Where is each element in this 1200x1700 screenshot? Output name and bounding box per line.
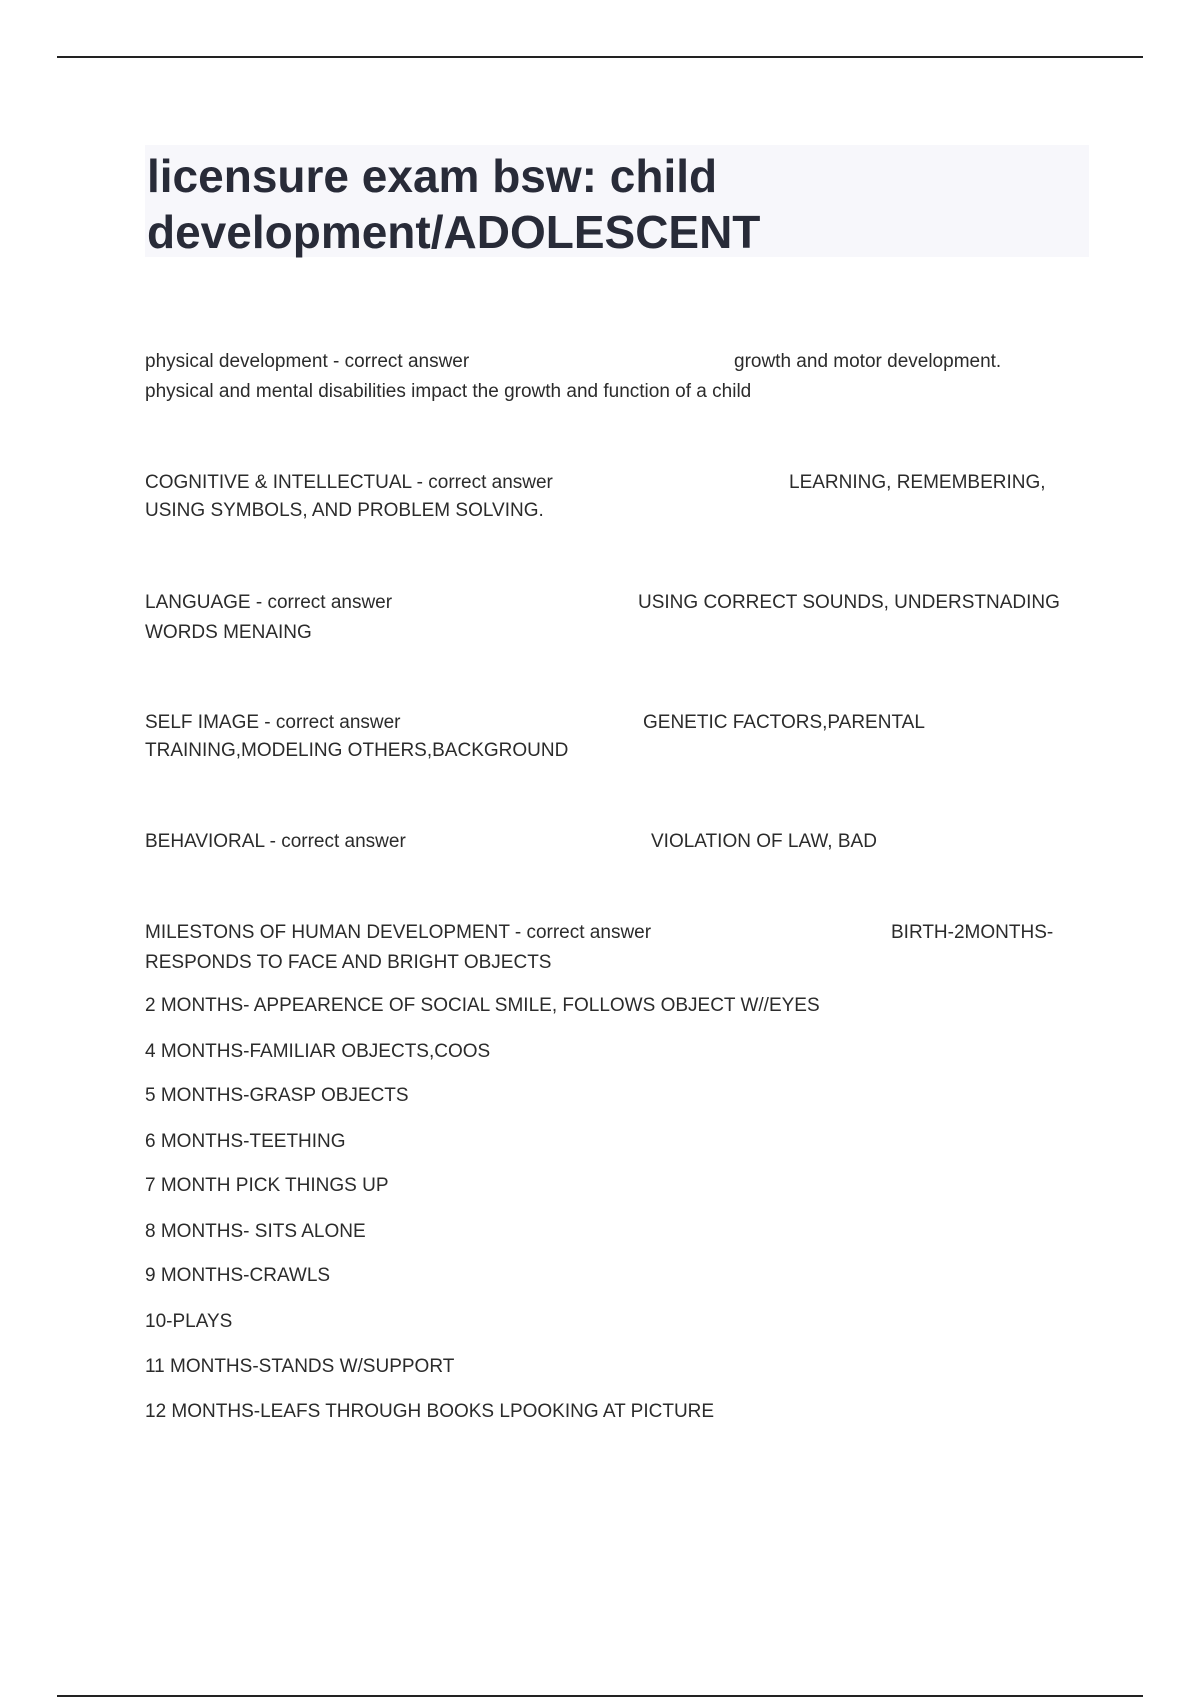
- milestone-item: 6 MONTHS-TEETHING: [145, 1131, 346, 1152]
- milestone-item: 12 MONTHS-LEAFS THROUGH BOOKS LPOOKING AT PICTURE: [145, 1401, 715, 1422]
- document-title: [147, 148, 1047, 260]
- milestone-item: 5 MONTHS-GRASP OBJECTS: [145, 1085, 409, 1106]
- milestone-item: 10-PLAYS: [145, 1311, 233, 1332]
- milestone-item: 9 MONTHS-CRAWLS: [145, 1265, 331, 1286]
- entry-answer: USING CORRECT SOUNDS, UNDERSTNADING: [638, 592, 1060, 613]
- entry-answer-continued: USING SYMBOLS, AND PROBLEM SOLVING.: [145, 500, 544, 521]
- entry-answer-continued: physical and mental disabilities impact the growth and function of a child: [145, 381, 752, 402]
- entry-term: SELF IMAGE - correct answer: [145, 712, 401, 733]
- entry-term: physical development - correct answer: [145, 351, 470, 372]
- entry-answer-continued: WORDS MENAING: [145, 622, 312, 643]
- milestone-item: 11 MONTHS-STANDS W/SUPPORT: [145, 1356, 455, 1377]
- milestone-item: 8 MONTHS- SITS ALONE: [145, 1221, 366, 1242]
- title-line-1: licensure exam bsw: child: [147, 150, 718, 202]
- milestone-item: 4 MONTHS-FAMILIAR OBJECTS,COOS: [145, 1041, 491, 1062]
- entry-answer: LEARNING, REMEMBERING,: [789, 472, 1046, 493]
- title-line-2: development/ADOLESCENT: [147, 206, 761, 258]
- entry-term: BEHAVIORAL - correct answer: [145, 831, 406, 852]
- entry-answer: GENETIC FACTORS,PARENTAL: [643, 712, 925, 733]
- footer-rule: [57, 1695, 1143, 1697]
- entry-answer: VIOLATION OF LAW, BAD: [651, 831, 877, 852]
- milestone-item: 7 MONTH PICK THINGS UP: [145, 1175, 389, 1196]
- entry-term: COGNITIVE & INTELLECTUAL - correct answer: [145, 472, 553, 493]
- entry-term: LANGUAGE - correct answer: [145, 592, 393, 613]
- entry-answer-continued: RESPONDS TO FACE AND BRIGHT OBJECTS: [145, 952, 552, 973]
- header-rule: [57, 56, 1143, 58]
- entry-answer: growth and motor development.: [734, 351, 1002, 372]
- milestone-item: 2 MONTHS- APPEARENCE OF SOCIAL SMILE, FOLLOWS OBJECT W//EYES: [145, 995, 820, 1016]
- entry-term: MILESTONS OF HUMAN DEVELOPMENT - correct answer: [145, 922, 652, 943]
- entry-answer: BIRTH-2MONTHS-: [891, 922, 1054, 943]
- entry-answer-continued: TRAINING,MODELING OTHERS,BACKGROUND: [145, 740, 569, 761]
